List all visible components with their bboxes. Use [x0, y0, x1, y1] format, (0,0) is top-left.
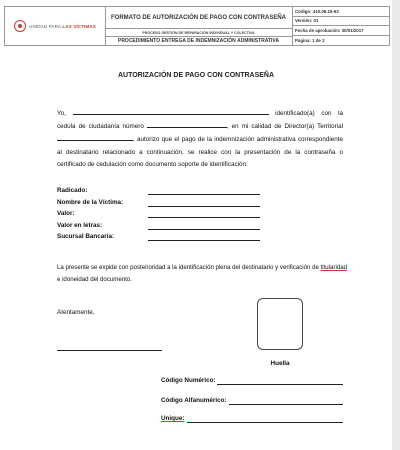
note-part1: La presente se expide con posterioridad a la identificación plena del destinatario y verificación de — [57, 264, 319, 271]
form-version: Versión: 01 — [292, 17, 389, 27]
logo-cell — [5, 7, 106, 45]
form-code: Código: 410.08.15-63 — [292, 7, 389, 17]
nombre-label: Nombre de la Víctima: — [57, 198, 124, 206]
authorization-paragraph — [57, 107, 343, 171]
id-number-blank[interactable] — [147, 120, 227, 128]
victims-unit-seal-icon — [14, 20, 26, 32]
cedula-text: cedula de ciudadanía número — [57, 123, 144, 131]
header-meta — [292, 7, 389, 45]
territorial-blank[interactable] — [57, 133, 133, 141]
yo-text: Yo, — [57, 110, 66, 117]
sucursal-label: Sucursal Bancaria: — [57, 233, 115, 240]
valor-label: Valor: — [57, 210, 75, 217]
codigo-numerico-label: Código Numérico: — [161, 377, 216, 384]
document-title: AUTORIZACIÓN DE PAGO CON CONTRASEÑA — [117, 72, 275, 79]
codigo-numerico-line[interactable] — [217, 384, 343, 385]
valor-letras-line[interactable] — [148, 229, 260, 230]
form-title: FORMATO DE AUTORIZACIÓN DE PAGO CON CONTRASEÑA — [105, 7, 292, 29]
document-header-table — [4, 6, 390, 46]
note-part2: e idoneidad del documento. — [57, 275, 132, 283]
radicado-line[interactable] — [148, 194, 260, 195]
valor-letras-label: Valor en letras: — [57, 221, 103, 229]
nombre-line[interactable] — [148, 206, 260, 207]
header-middle — [105, 7, 293, 45]
unique-line[interactable] — [187, 422, 343, 423]
name-blank[interactable] — [73, 107, 269, 115]
radicado-label: Radicado: — [57, 187, 88, 194]
codigo-alfanumerico-label: Código Alfanumérico: — [161, 397, 227, 404]
procedure-name: PROCEDIMIENTO ENTREGA DE INDEMNIZACIÓN ADMINISTRATIVA — [117, 38, 280, 44]
process-name: PROCESO GESTIÓN DE REPARACIÓN INDIVIDUAL Y COLECTIVA — [105, 29, 292, 37]
page-number: Página: 1 de 2 — [295, 38, 325, 43]
identificado-text: identificado(a) con la — [275, 110, 344, 117]
logo-text — [29, 24, 96, 29]
titularidad-word: titularidad — [320, 264, 347, 271]
logo-text-accent: LAS VÍCTIMAS — [62, 23, 96, 29]
signature-line[interactable] — [57, 350, 162, 351]
fingerprint-box — [257, 298, 303, 350]
logo-text-prefix: UNIDAD PARA — [29, 23, 61, 29]
huella-label: Huella — [270, 360, 290, 367]
valor-line[interactable] — [148, 217, 260, 218]
codigo-alfanumerico-line[interactable] — [229, 404, 343, 405]
calidad-text: , en mi calidad de Director(a) Territorial — [226, 123, 343, 131]
closing-text: Atentamente, — [57, 309, 95, 316]
approval-date: Fecha de aprobación: 30/01/2017 — [292, 26, 389, 36]
unique-label: Unique: — [161, 415, 185, 422]
sucursal-line[interactable] — [148, 240, 260, 241]
autorizo-text: , autorizo que el pago de la indemnización administrativa correspondiente al destinatario relacionado a continuación, se realice con la presentación de la contraseña o certificado de cedulación como documento soporte de identificación: — [57, 136, 343, 168]
scroll-gutter[interactable] — [392, 0, 400, 450]
issuance-note — [57, 262, 347, 286]
